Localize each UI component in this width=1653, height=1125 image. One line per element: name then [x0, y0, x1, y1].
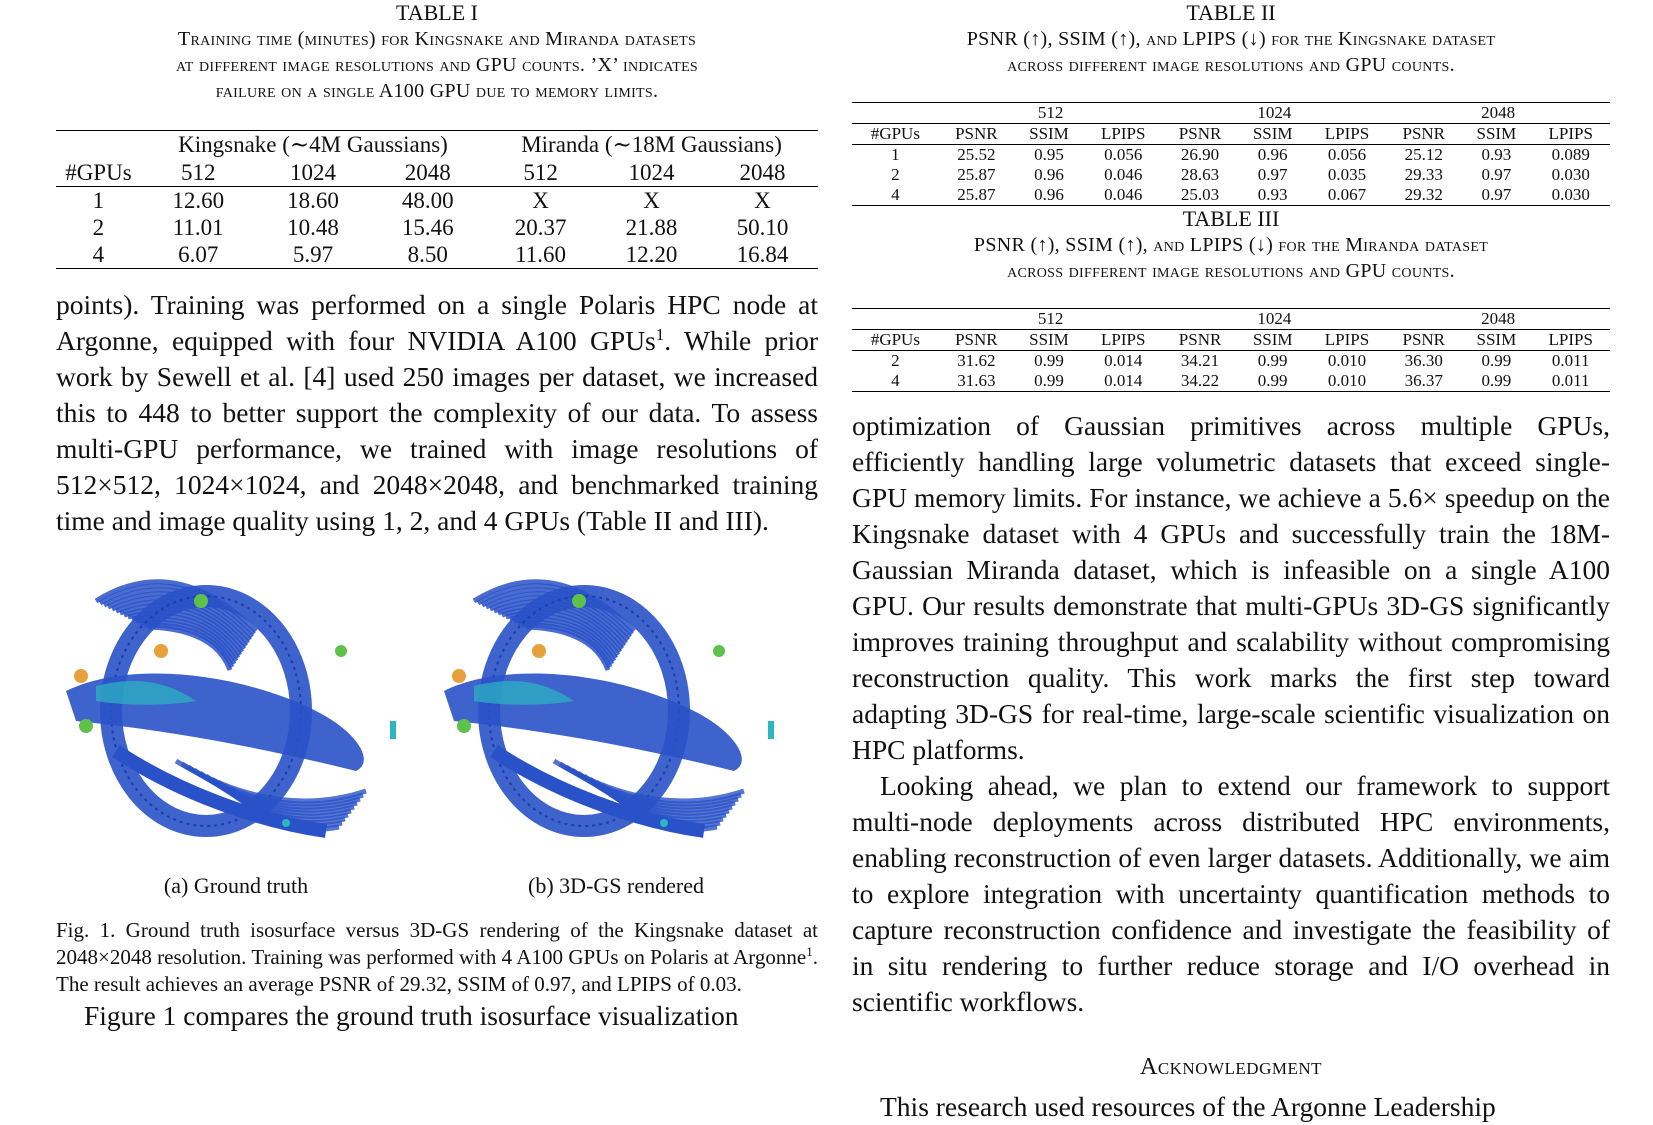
isosurface-spot — [713, 645, 725, 657]
left-column — [56, 0, 818, 1034]
table3-caption — [852, 232, 1610, 284]
table-cell: 0.014 — [1104, 371, 1143, 390]
figure-caption-text-a: Fig. 1. Ground truth isosurface versus 3D-GS rendering of the Kingsnake dataset at 2048×2048 resolution. Training was performed with 4 A100 GPUs on Polaris at Argonne — [56, 918, 818, 969]
table-cell: 0.96 — [1034, 185, 1064, 204]
table-cell: 0.99 — [1034, 351, 1064, 370]
table-cell: 15.46 — [401, 215, 454, 240]
isosurface-spot — [282, 819, 290, 827]
table3-res-spacer — [852, 309, 939, 330]
table-cell: 25.87 — [957, 165, 996, 184]
table-cell: 0.96 — [1034, 165, 1064, 184]
table3-resolution-header: 2048 — [1481, 309, 1516, 328]
table3-column-header: LPIPS — [1084, 330, 1162, 351]
isosurface-spot — [74, 669, 88, 683]
left-paragraph — [56, 287, 818, 539]
table3-caption-line: across different image resolutions and GPU counts. — [1007, 260, 1455, 282]
table2-caption-line: PSNR (↑), SSIM (↑), and LPIPS (↓) for the Kingsnake dataset — [966, 28, 1496, 50]
table2-resolution-header: 1024 — [1257, 103, 1292, 122]
table3 — [852, 308, 1610, 392]
table2-res-spacer — [852, 103, 939, 124]
figure-caption-text-b: . The result achieves an average PSNR of 29.32, SSIM of 0.97, and LPIPS of 0.03. — [56, 945, 818, 996]
table-cell: 29.32 — [1404, 185, 1443, 204]
table-row — [56, 187, 818, 215]
subcaption-b: (b) 3D-GS rendered — [528, 873, 704, 898]
table1-column-header: 512 — [141, 159, 256, 187]
table-cell: 36.37 — [1404, 371, 1443, 390]
table-cell: 50.10 — [736, 215, 789, 240]
isosurface-spot — [194, 594, 208, 608]
table-cell: 0.97 — [1257, 165, 1288, 184]
table1-column-header: 2048 — [370, 159, 485, 187]
table2-number: TABLE II — [1186, 0, 1276, 25]
left-paragraph-text-b: . While prior work by Sewell et al. [4] used 250 images per dataset, we increased this to 448 to better support the complexity of our data. To assess multi-GPU performance, we trained with image resolutions of 512×512, 1024×1024, and 2048×2048, and benchmarked training time and image quality using 1, 2, and 4 GPUs (Table II and III). — [56, 325, 819, 536]
table-cell: 25.12 — [1404, 145, 1443, 164]
left-tail-text: Figure 1 compares the ground truth isosurface visualization — [84, 1000, 739, 1031]
figure-subcaptions — [56, 873, 818, 903]
table-row — [852, 351, 1610, 372]
table-cell: 0.99 — [1034, 371, 1064, 390]
table-cell: 12.20 — [625, 242, 678, 267]
isosurface-spot — [660, 819, 668, 827]
table-cell: 0.010 — [1327, 351, 1367, 370]
table-cell: 0.99 — [1481, 351, 1512, 370]
table-cell: X — [754, 188, 771, 213]
table-cell: 36.30 — [1404, 351, 1443, 370]
figure-caption — [56, 917, 818, 998]
table-cell: 34.22 — [1180, 371, 1220, 390]
table2-column-header: #GPUs — [852, 124, 939, 145]
table2-column-header: SSIM — [1014, 124, 1084, 145]
table-row — [56, 214, 818, 241]
table-cell: 0.99 — [1481, 371, 1512, 390]
table-cell: 25.52 — [957, 145, 996, 164]
table1-group-kingsnake: Kingsnake (∼4M Gaussians) — [178, 132, 448, 157]
table-cell: 1 — [92, 188, 105, 213]
table-cell: 0.99 — [1257, 371, 1288, 390]
table-row — [852, 371, 1610, 392]
table-cell: 11.01 — [172, 215, 224, 240]
table-cell: 0.93 — [1481, 145, 1512, 164]
table2-column-header: LPIPS — [1308, 124, 1386, 145]
table-cell: 31.63 — [957, 371, 996, 390]
table-cell: 0.010 — [1327, 371, 1367, 390]
table-cell: 12.60 — [172, 188, 225, 213]
isosurface-spot — [452, 669, 466, 683]
table2-column-header: PSNR — [1162, 124, 1237, 145]
table-cell: 0.056 — [1104, 145, 1143, 164]
isosurface-spot — [335, 645, 347, 657]
table3-column-header: #GPUs — [852, 330, 939, 351]
table2-column-header: SSIM — [1238, 124, 1308, 145]
table-cell: 16.84 — [736, 242, 789, 267]
table-cell: 28.63 — [1180, 165, 1220, 184]
table2-resolution-header: 512 — [1037, 103, 1064, 122]
footnote-marker: 1 — [655, 324, 665, 344]
table-cell: 21.88 — [625, 215, 678, 240]
table-row — [56, 241, 818, 269]
table-cell: 31.62 — [957, 351, 996, 370]
table-cell: 0.96 — [1257, 145, 1288, 164]
table3-resolution-header: 512 — [1037, 309, 1064, 328]
table-cell: 6.07 — [178, 242, 219, 267]
table-cell: 18.60 — [287, 188, 339, 213]
isosurface-fragment — [390, 721, 396, 739]
table-cell: 0.046 — [1104, 165, 1143, 184]
table1-column-header: 2048 — [707, 159, 818, 187]
table-cell: 0.011 — [1551, 351, 1590, 370]
isosurface-spot — [572, 594, 586, 608]
table-cell: 29.33 — [1404, 165, 1443, 184]
table-cell: 0.030 — [1551, 165, 1590, 184]
subcaption-a: (a) Ground truth — [163, 873, 309, 898]
table-cell: 48.00 — [401, 188, 454, 213]
table2-caption-line: across different image resolutions and GPU counts. — [1007, 54, 1455, 76]
isosurface-spot — [457, 719, 471, 733]
right-column — [852, 0, 1610, 1125]
right-paragraph-1: optimization of Gaussian primitives across multiple GPUs, efficiently handling large volumetric datasets that exceed single-GPU memory limits. For instance, we achieve a 5.6× speedup on the Kingsnake dataset with 4 GPUs and successfully train the 18M-Gaussian Miranda dataset, which is infeasible on a single A100 GPU. Our results demonstrate that multi-GPUs 3D-GS significantly improves training throughput and scalability without compromising reconstruction quality. This work marks the first step toward adapting 3D-GS for real-time, large-scale scientific visualization on HPC platforms. — [852, 410, 1610, 765]
table-cell: 25.87 — [957, 185, 996, 204]
table-cell: 0.99 — [1257, 351, 1288, 370]
table-cell: 4 — [891, 185, 900, 204]
table1-group-miranda: Miranda (∼18M Gaussians) — [521, 132, 782, 157]
table-cell: 0.95 — [1034, 145, 1064, 164]
table2-column-header: PSNR — [939, 124, 1014, 145]
table-cell: 0.067 — [1327, 185, 1367, 204]
table3-column-header: SSIM — [1238, 330, 1308, 351]
table3-column-header: SSIM — [1461, 330, 1531, 351]
figure-1 — [56, 561, 818, 871]
table-cell: 0.97 — [1481, 185, 1512, 204]
table-cell: 26.90 — [1180, 145, 1220, 164]
isosurface-fragment — [768, 721, 774, 739]
table1-caption-line: Training time (minutes) for Kingsnake and Miranda datasets — [177, 28, 697, 50]
table2-caption — [852, 26, 1610, 78]
table3-column-header: SSIM — [1014, 330, 1084, 351]
table-cell: 0.046 — [1104, 185, 1143, 204]
table-cell: 0.011 — [1551, 371, 1590, 390]
table-cell: 0.035 — [1327, 165, 1367, 184]
table-cell: 20.37 — [514, 215, 567, 240]
table2-column-header: SSIM — [1461, 124, 1531, 145]
isosurface-spot — [79, 719, 93, 733]
table-cell: 4 — [891, 371, 900, 390]
table-cell: X — [643, 188, 660, 213]
table-cell: 2 — [92, 215, 105, 240]
table-cell: 25.03 — [1180, 185, 1220, 204]
isosurface-image-a — [56, 561, 416, 871]
table-cell: 0.030 — [1551, 185, 1590, 204]
isosurface-spot — [532, 644, 546, 658]
right-paragraph-2: Looking ahead, we plan to extend our framework to support multi-node deployments across distributed HPC environments, enabling reconstruction of even larger datasets. Additionally, we aim to explore integration with uncertainty quantification methods to capture reconstruction confidence and investigate the feasibility of in situ rendering to further reduce storage and I/O overhead in scientific workflows. — [852, 770, 1610, 1017]
table2-column-header: LPIPS — [1084, 124, 1162, 145]
table3-column-header: PSNR — [1162, 330, 1237, 351]
table3-number: TABLE III — [1182, 206, 1280, 231]
table-cell: X — [532, 188, 549, 213]
table-cell: 0.056 — [1327, 145, 1367, 164]
table2-column-header: LPIPS — [1531, 124, 1610, 145]
figure-panel-rendered — [434, 561, 794, 871]
table1-caption-line: failure on a single A100 GPU due to memory limits. — [215, 80, 659, 102]
table-row — [852, 165, 1610, 185]
table-cell: 34.21 — [1180, 351, 1220, 370]
table-row — [852, 185, 1610, 206]
table3-column-header: PSNR — [939, 330, 1014, 351]
table-cell: 5.97 — [292, 242, 334, 267]
figure-panel-ground-truth — [56, 561, 416, 871]
table-cell: 11.60 — [515, 242, 567, 267]
table-cell: 0.97 — [1481, 165, 1512, 184]
table1-column-header: 1024 — [596, 159, 707, 187]
table-cell: 4 — [92, 242, 105, 267]
table-cell: 0.014 — [1104, 351, 1143, 370]
table1-caption-line: at different image resolutions and GPU counts. ’X’ indicates — [175, 54, 699, 76]
table2 — [852, 102, 1610, 206]
table2-column-header: PSNR — [1386, 124, 1461, 145]
left-paragraph-text-a: points). Training was performed on a single Polaris HPC node at Argonne, equipped with four NVIDIA A100 GPUs — [56, 289, 818, 356]
table-cell: 2 — [891, 351, 900, 370]
table1-column-header: 512 — [485, 159, 596, 187]
table1-caption — [56, 26, 818, 104]
table1-group-spacer — [56, 131, 141, 160]
table3-caption-line: PSNR (↑), SSIM (↑), and LPIPS (↓) for the Miranda dataset — [973, 234, 1489, 256]
section-heading-acknowledgment: Acknowledgment — [1139, 1054, 1323, 1080]
table-cell: 2 — [891, 165, 900, 184]
table-cell: 1 — [891, 145, 900, 164]
isosurface-image-b — [434, 561, 794, 871]
table-cell: 10.48 — [287, 215, 339, 240]
table2-resolution-header: 2048 — [1481, 103, 1516, 122]
table1-column-header: #GPUs — [56, 159, 141, 187]
footnote-marker: 1 — [806, 944, 813, 959]
table1 — [56, 130, 818, 269]
table-row — [852, 145, 1610, 166]
table-cell: 8.50 — [407, 242, 448, 267]
table1-number: TABLE I — [396, 0, 478, 25]
table3-column-header: PSNR — [1386, 330, 1461, 351]
table-cell: 0.089 — [1551, 145, 1590, 164]
table1-column-header: 1024 — [256, 159, 371, 187]
isosurface-spot — [154, 644, 168, 658]
table3-column-header: LPIPS — [1531, 330, 1610, 351]
table3-column-header: LPIPS — [1308, 330, 1386, 351]
table3-resolution-header: 1024 — [1257, 309, 1292, 328]
table-cell: 0.93 — [1257, 185, 1288, 204]
right-tail-text: This research used resources of the Argonne Leadership — [880, 1091, 1496, 1122]
